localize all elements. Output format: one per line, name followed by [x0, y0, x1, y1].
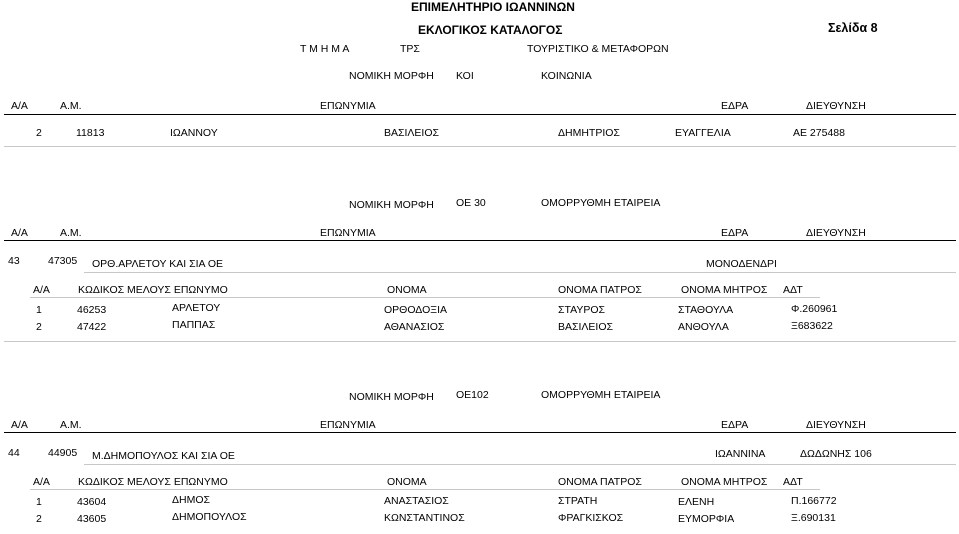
- entry-edra: ΒΑΣΙΛΕΙΟΣ: [384, 127, 440, 139]
- entry-aa: 2: [36, 127, 42, 139]
- entry-am: 44905: [48, 447, 78, 459]
- mcol-onoma-mitros: ΟΝΟΜΑ ΜΗΤΡΟΣ: [681, 476, 768, 488]
- col-eponymia: ΕΠΩΝΥΜΙΑ: [320, 227, 376, 239]
- mcol-onoma-patros: ΟΝΟΜΑ ΠΑΤΡΟΣ: [558, 284, 642, 296]
- col-aa: Α/Α: [11, 100, 28, 112]
- col-dieythynsi: ΔΙΕΥΘΥΝΣΗ: [806, 227, 866, 239]
- mcol-onoma-patros: ΟΝΟΜΑ ΠΑΤΡΟΣ: [558, 476, 642, 488]
- member-adt: Π.166772: [791, 495, 837, 507]
- nomiki-morfi-label: ΝΟΜΙΚΗ ΜΟΡΦΗ: [349, 199, 434, 211]
- nomiki-morfi-name: ΟΜΟΡΡΥΘΜΗ ΕΤΑΙΡΕΙΑ: [541, 389, 661, 401]
- member-patros: ΣΤΑΥΡΟΣ: [558, 304, 606, 316]
- entry-aa: 44: [8, 447, 20, 459]
- member-kodikos: 46253: [77, 304, 107, 316]
- member-aa: 2: [36, 513, 42, 525]
- member-adt: Ξ.690131: [791, 512, 836, 524]
- mcol-onoma: ΟΝΟΜΑ: [387, 284, 427, 296]
- member-onoma: ΚΩΝΣΤΑΝΤΙΝΟΣ: [384, 512, 465, 524]
- row-rule: [4, 146, 956, 147]
- member-header-rule: [30, 297, 820, 298]
- page-number: Σελίδα 8: [828, 21, 878, 35]
- member-patros: ΦΡΑΓΚΙΣΚΟΣ: [558, 512, 624, 524]
- col-dieythynsi: ΔΙΕΥΘΥΝΣΗ: [806, 100, 866, 112]
- mcol-adt: ΑΔΤ: [783, 284, 803, 296]
- nomiki-morfi-name: ΟΜΟΡΡΥΘΜΗ ΕΤΑΙΡΕΙΑ: [541, 197, 661, 209]
- mcol-onoma-mitros: ΟΝΟΜΑ ΜΗΤΡΟΣ: [681, 284, 768, 296]
- col-aa: Α/Α: [11, 227, 28, 239]
- member-eponymo: ΔΗΜΟΣ: [172, 494, 211, 506]
- col-am: Α.Μ.: [60, 419, 82, 431]
- header-rule: [4, 432, 956, 433]
- nomiki-morfi-label: ΝΟΜΙΚΗ ΜΟΡΦΗ: [349, 70, 434, 82]
- entry-am: 47305: [48, 255, 78, 267]
- member-eponymo: ΔΗΜΟΠΟΥΛΟΣ: [172, 511, 247, 523]
- col-aa: Α/Α: [11, 419, 28, 431]
- tmima-label: Τ Μ Η Μ Α: [300, 43, 350, 55]
- report-title: ΕΠΙΜΕΛΗΤΗΡΙΟ ΙΩΑΝΝΙΝΩΝ: [411, 0, 575, 14]
- col-dieythynsi: ΔΙΕΥΘΥΝΣΗ: [806, 419, 866, 431]
- member-patros: ΣΤΡΑΤΗ: [558, 495, 598, 507]
- member-patros: ΒΑΣΙΛΕΙΟΣ: [558, 321, 614, 333]
- nomiki-morfi-label: ΝΟΜΙΚΗ ΜΟΡΦΗ: [349, 391, 434, 403]
- entry-eponymia: Μ.ΔΗΜΟΠΟΥΛΟΣ ΚΑΙ ΣΙΑ ΟΕ: [92, 450, 235, 462]
- member-mitros: ΕΛΕΝΗ: [678, 496, 715, 508]
- entry-edra: ΜΟΝΟΔΕΝΔΡΙ: [706, 258, 777, 270]
- member-eponymo: ΠΑΠΠΑΣ: [172, 319, 216, 331]
- mcol-kodikos: ΚΩΔΙΚΟΣ ΜΕΛΟΥΣ ΕΠΩΝΥΜΟ: [78, 284, 228, 296]
- entry-extra1: ΕΥΑΓΓΕΛΙΑ: [675, 127, 731, 139]
- entry-extra2: ΑΕ 275488: [793, 127, 845, 139]
- entry-edra: ΙΩΑΝΝΙΝΑ: [715, 448, 766, 460]
- member-header-rule: [30, 489, 820, 490]
- entry-am: 11813: [76, 127, 105, 139]
- member-aa: 2: [36, 321, 42, 333]
- header-rule: [4, 240, 956, 241]
- nomiki-morfi-code: ΟΕ102: [456, 389, 489, 401]
- col-edra: ΕΔΡΑ: [721, 227, 749, 239]
- entry-eponymia: ΙΩΑΝΝΟΥ: [170, 127, 218, 139]
- nomiki-morfi-code: ΟΕ 30: [456, 197, 486, 209]
- member-eponymo: ΑΡΛΕΤΟΥ: [172, 302, 221, 314]
- member-mitros: ΕΥΜΟΡΦΙΑ: [678, 513, 735, 525]
- mcol-onoma: ΟΝΟΜΑ: [387, 476, 427, 488]
- section-end-rule: [4, 341, 956, 342]
- tmima-code: ΤΡΣ: [400, 43, 420, 55]
- member-kodikos: 47422: [77, 321, 107, 333]
- member-kodikos: 43604: [77, 496, 107, 508]
- col-am: Α.Μ.: [60, 100, 82, 112]
- mcol-aa: Α/Α: [33, 284, 50, 296]
- col-am: Α.Μ.: [60, 227, 82, 239]
- mcol-kodikos: ΚΩΔΙΚΟΣ ΜΕΛΟΥΣ ΕΠΩΝΥΜΟ: [78, 476, 228, 488]
- tmima-name: ΤΟΥΡΙΣΤΙΚΟ & ΜΕΤΑΦΟΡΩΝ: [527, 43, 669, 55]
- member-kodikos: 43605: [77, 513, 107, 525]
- mcol-aa: Α/Α: [33, 476, 50, 488]
- entry-dieythynsi: ΔΗΜΗΤΡΙΟΣ: [558, 127, 620, 139]
- col-eponymia: ΕΠΩΝΥΜΙΑ: [320, 100, 376, 112]
- entry-aa: 43: [8, 255, 20, 267]
- report-subtitle: ΕΚΛΟΓΙΚΟΣ ΚΑΤΑΛΟΓΟΣ: [418, 23, 563, 37]
- member-mitros: ΣΤΑΘΟΥΛΑ: [678, 304, 734, 316]
- nomiki-morfi-code: ΚΟΙ: [456, 70, 474, 82]
- entry-eponymia: ΟΡΘ.ΑΡΛΕΤΟΥ ΚΑΙ ΣΙΑ ΟΕ: [92, 258, 224, 270]
- member-aa: 1: [36, 496, 42, 508]
- member-onoma: ΑΘΑΝΑΣΙΟΣ: [384, 321, 445, 333]
- header-rule: [4, 114, 956, 115]
- nomiki-morfi-name: ΚΟΙΝΩΝΙΑ: [541, 70, 592, 82]
- member-adt: Ξ683622: [791, 320, 833, 332]
- member-onoma: ΑΝΑΣΤΑΣΙΟΣ: [384, 495, 449, 507]
- mcol-adt: ΑΔΤ: [783, 476, 803, 488]
- member-onoma: ΟΡΘΟΔΟΞΙΑ: [384, 304, 447, 316]
- member-adt: Φ.260961: [791, 303, 838, 315]
- row-rule: [84, 272, 956, 273]
- entry-dieythynsi: ΔΩΔΩΝΗΣ 106: [800, 448, 872, 460]
- col-eponymia: ΕΠΩΝΥΜΙΑ: [320, 419, 376, 431]
- member-aa: 1: [36, 304, 42, 316]
- member-mitros: ΑΝΘΟΥΛΑ: [678, 321, 729, 333]
- row-rule: [84, 464, 956, 465]
- col-edra: ΕΔΡΑ: [721, 100, 749, 112]
- col-edra: ΕΔΡΑ: [721, 419, 749, 431]
